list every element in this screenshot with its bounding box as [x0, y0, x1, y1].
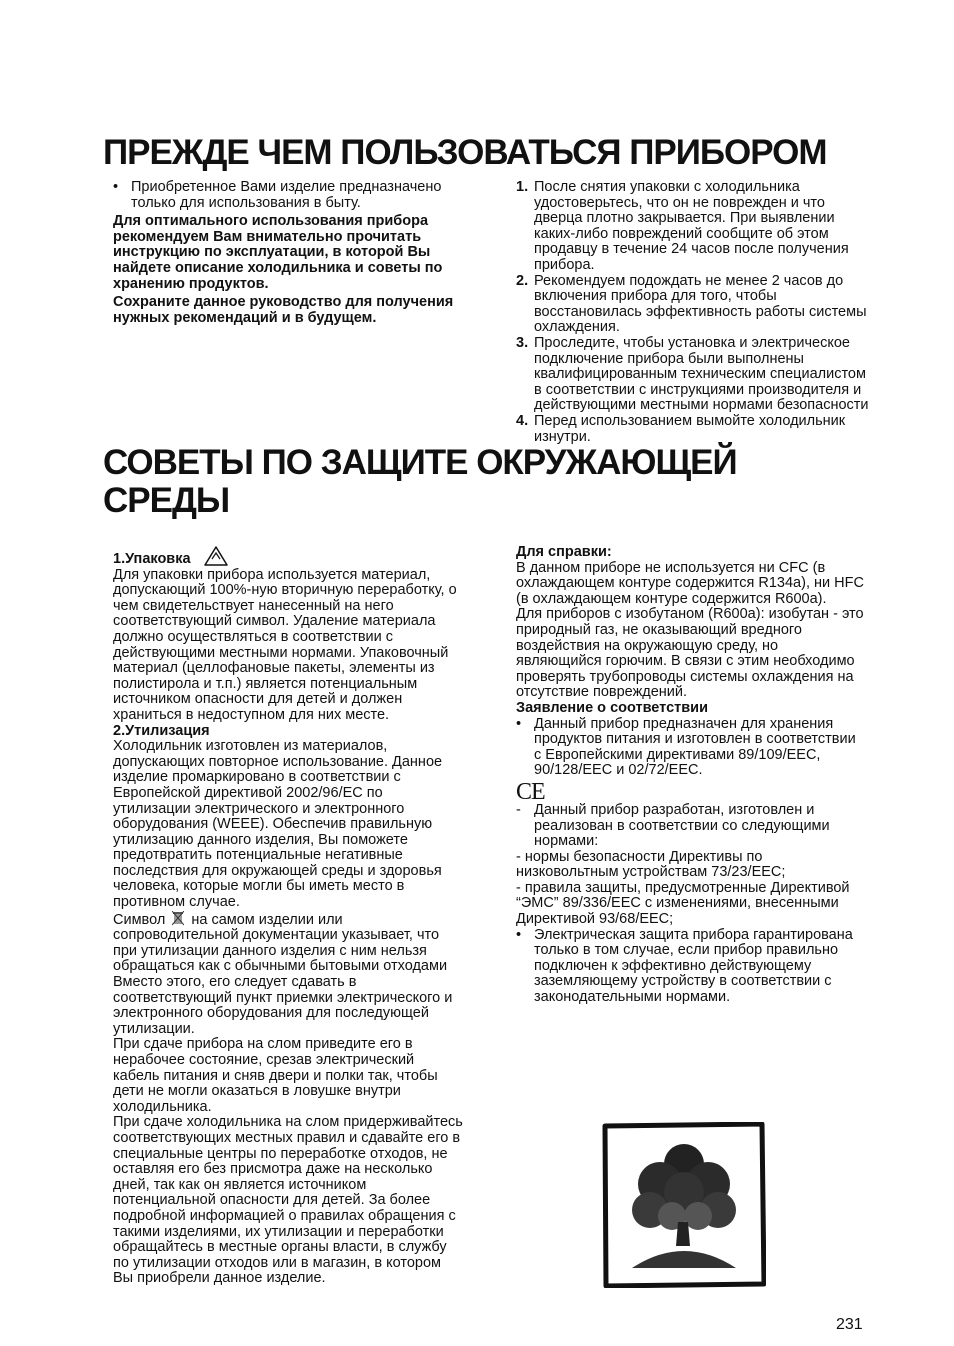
item-number: 2. [516, 272, 529, 289]
item-text: Перед использованием вымойте холодильник изнутри. [534, 412, 846, 445]
reference-text-2: Для приборов с изобутаном (R600a): изобутан - это природный газ, не оказывающий вредного воздействия на окружающую среду, но являющийся горючим. В связи с этим необходимо проверять трубопроводы системы охлаждения на отсутствие повреждений. [516, 606, 864, 701]
bullet-icon: • [113, 179, 119, 195]
item-number: 4. [516, 412, 529, 429]
symbol-text-end: на самом изделии или сопроводительной документации указывает, что при утилизации данного изделия с ним нельзя обращаться как с обычными бытовыми отходами Вместо этого, его следует сдавать в соответствующий пункт приемки электрического и электронного оборудования для последующей утилизации. [113, 911, 453, 1037]
item-number: 3. [516, 334, 529, 351]
norm-text-1: - нормы безопасности Директивы по низковольтным устройствам 73/23/EEC; [516, 848, 786, 881]
recommendation-text: Для оптимального использования прибора рекомендуем Вам внимательно прочитать инструкцию по эксплуатации, в которой Вы найдете описание холодильника и советы по хранению продуктов. [113, 213, 443, 292]
ce-mark: CE [516, 778, 545, 805]
conformity-text-2: Данный прибор разработан, изготовлен и реализован в соответствии со следующими нормами: [534, 801, 830, 850]
item-number: 1. [516, 179, 529, 195]
conformity-text-1: Данный прибор предназначен для хранения продуктов питания и изготовлен в соответствии с Европейскими директивами 89/109/EEC, 90/128/EEC и 02/72/EEC. [534, 715, 856, 779]
bullet-icon: • [516, 715, 522, 732]
keep-manual-text: Сохраните данное руководство для получения нужных рекомендаций и в будущем. [113, 294, 454, 326]
norm-text-2: - правила защиты, предусмотренные Директивой “ЭМС” 89/336/EEC с изменениями, внесенными Директивой 93/68/EEC; [516, 879, 850, 928]
list-item [516, 414, 872, 445]
symbol-text-start: Символ [113, 911, 166, 928]
wheelie-bin-icon [172, 911, 184, 926]
environment-tree-logo [602, 1122, 766, 1288]
reference-text-1: В данном приборе не используется ни CFC (в охлаждающем контуре содержится R134a), ни HFC (в охлаждающем контуре содержится R600a). [516, 559, 864, 607]
environment-left-column [113, 545, 463, 1287]
dash-icon: - [516, 801, 521, 818]
page-number: 231 [836, 1316, 863, 1333]
bullet-icon: • [516, 926, 522, 943]
scrap-text-1: При сдаче прибора на слом приведите его в нерабочее состояние, срезав электрический кабель питания и сняв двери и полки так, чтобы дети не могли оказаться в ловушке внутри холодильника. [113, 1036, 438, 1115]
list-item [516, 928, 866, 1006]
list-item [516, 336, 872, 414]
conformity-heading: Заявление о соответствии [516, 699, 708, 716]
item-text: Рекомендуем подождать не менее 2 часов до включения прибора для того, чтобы восстановилась эффективность работы системы охлаждения. [534, 272, 867, 336]
title-line-2: СРЕДЫ [103, 481, 230, 520]
disposal-text: Холодильник изготовлен из материалов, допускающих повторное использование. Данное изделие промаркировано в соответствии с Европейской директивой 2002/96/EC по утилизации электрического и электронного оборудования (WEEE). Обеспечив правильную утилизацию данного изделия, Вы поможете предотвратить потенциальные негативные последствия для окружающей среды и здоровья человека, которые могли бы иметь место в противном случае. [113, 738, 443, 911]
reference-heading: Для справки: [516, 544, 612, 560]
disposal-heading: 2.Утилизация [113, 722, 210, 739]
list-item [113, 180, 465, 211]
recycling-icon [203, 545, 229, 567]
packaging-heading: 1.Упаковка [113, 551, 191, 567]
list-item [516, 180, 872, 274]
item-text: После снятия упаковки с холодильника удостоверьтесь, что он не поврежден и что дверца плотно закрывается. При выявлении каких-либо повреждений сообщите об этом продавцу в течение 24 часов после получения прибора. [534, 179, 849, 273]
section-title-environment [103, 444, 737, 520]
list-item [516, 274, 872, 336]
packaging-text: Для упаковки прибора используется материал, допускающий 100%-ную вторичную переработку, о чем свидетельствует нанесенный на него соответствующий символ. Удаление материала должно осуществляться в соответствии с действующими местными нормами. Упаковочный материал (целлофановые пакеты, элементы из полистирола и т.п.) является потенциальным источником опасности для детей и должен храниться в недоступном для них месте. [113, 566, 457, 723]
environment-right-column [516, 545, 866, 1006]
list-item [516, 717, 866, 779]
item-text: Проследите, чтобы установка и электрическое подключение прибора были выполнены квалифицированным техническим специалистом в соответствии с инструкциями производителя и действующими местными нормами безопасности [534, 334, 869, 414]
before-use-left-column [113, 180, 465, 326]
title-line-1: СОВЕТЫ ПО ЗАЩИТЕ ОКРУЖАЮЩЕЙ [103, 443, 737, 482]
list-item [516, 803, 866, 850]
before-use-right-column [516, 180, 872, 445]
conformity-text-3: Электрическая защита прибора гарантирована только в том случае, если прибор правильно подключен к эффективно действующему заземляющему устройству в соответствии с законодательными нормами. [534, 926, 853, 1006]
usage-note: Приобретенное Вами изделие предназначено только для использования в быту. [131, 179, 442, 211]
scrap-text-2: При сдаче холодильника на слом придерживайтесь соответствующих местных правил и сдавайте его в специальные центры по переработке отходов, не оставляя его без присмотра даже на несколько дней, так как он является источником потенциальной опасности для детей. За более подробной информацией о правилах обращения с такими изделиями, их утилизации и переработки обращайтесь в местные органы власти, в службу по утилизации отходов или в магазин, в котором Вы приобрели данное изделие. [113, 1114, 463, 1287]
section-title-before-use: ПРЕЖДЕ ЧЕМ ПОЛЬЗОВАТЬСЯ ПРИБОРОМ [103, 133, 827, 172]
